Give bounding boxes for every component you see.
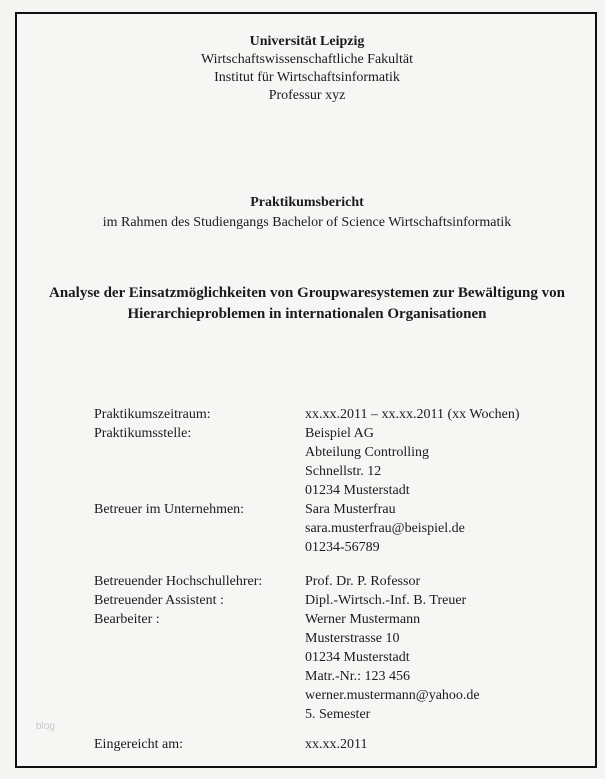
detail-label bbox=[94, 519, 305, 538]
detail-row bbox=[94, 629, 564, 648]
detail-value: Dipl.-Wirtsch.-Inf. B. Treuer bbox=[305, 593, 467, 608]
watermark: blog bbox=[36, 721, 55, 732]
detail-label bbox=[94, 667, 305, 686]
institute-name: Institut für Wirtschaftsinformatik bbox=[214, 70, 400, 85]
detail-value: Werner Mustermann bbox=[305, 612, 421, 627]
detail-label bbox=[94, 629, 305, 648]
detail-label bbox=[94, 481, 305, 500]
detail-row bbox=[94, 500, 564, 519]
detail-value: xx.xx.2011 bbox=[305, 737, 368, 752]
detail-row bbox=[94, 424, 564, 443]
internship-details-group bbox=[94, 405, 564, 557]
detail-value: Musterstrasse 10 bbox=[305, 631, 400, 646]
detail-row bbox=[94, 481, 564, 500]
detail-value: Abteilung Controlling bbox=[305, 445, 430, 460]
detail-row bbox=[94, 686, 564, 705]
detail-value: 5. Semester bbox=[305, 707, 371, 722]
detail-label: Eingereicht am: bbox=[94, 737, 184, 752]
detail-row bbox=[94, 591, 564, 610]
detail-row bbox=[94, 735, 564, 754]
detail-label bbox=[94, 705, 305, 724]
detail-value: 01234 Musterstadt bbox=[305, 650, 410, 665]
study-program: im Rahmen des Studiengangs Bachelor of Science Wirtschaftsinformatik bbox=[102, 215, 512, 230]
detail-label bbox=[94, 443, 305, 462]
detail-value: xx.xx.2011 – xx.xx.2011 (xx Wochen) bbox=[305, 407, 520, 422]
detail-row bbox=[94, 462, 564, 481]
detail-row bbox=[94, 667, 564, 686]
report-title-line2: Hierarchieproblemen in internationalen Organisationen bbox=[127, 306, 487, 322]
detail-row bbox=[94, 538, 564, 557]
detail-row bbox=[94, 610, 564, 629]
detail-value: werner.mustermann@yahoo.de bbox=[305, 688, 480, 703]
detail-label bbox=[94, 538, 305, 557]
details-section bbox=[94, 405, 564, 754]
university-name: Universität Leipzig bbox=[249, 34, 365, 49]
detail-label bbox=[94, 686, 305, 705]
faculty-name: Wirtschaftswissenschaftliche Fakultät bbox=[200, 52, 414, 67]
detail-value: 01234 Musterstadt bbox=[305, 483, 410, 498]
detail-label: Betreuender Hochschullehrer: bbox=[94, 574, 263, 589]
detail-value: sara.musterfrau@beispiel.de bbox=[305, 521, 465, 536]
chair-name: Professur xyz bbox=[268, 88, 346, 103]
submission-details-group bbox=[94, 735, 564, 754]
detail-label: Praktikumsstelle: bbox=[94, 426, 192, 441]
detail-label bbox=[94, 462, 305, 481]
detail-label bbox=[94, 648, 305, 667]
detail-label: Betreuer im Unternehmen: bbox=[94, 502, 245, 517]
detail-label: Bearbeiter : bbox=[94, 612, 160, 627]
detail-label: Betreuender Assistent : bbox=[94, 593, 224, 608]
detail-row bbox=[94, 519, 564, 538]
detail-value: Schnellstr. 12 bbox=[305, 464, 382, 479]
detail-row bbox=[94, 705, 564, 724]
report-type-block bbox=[17, 193, 597, 233]
report-title bbox=[17, 283, 597, 325]
detail-row bbox=[94, 572, 564, 591]
detail-value: Matr.-Nr.: 123 456 bbox=[305, 669, 410, 684]
detail-value: 01234-56789 bbox=[305, 540, 380, 555]
detail-value: Sara Musterfrau bbox=[305, 502, 396, 517]
detail-value: Beispiel AG bbox=[305, 426, 374, 441]
university-header bbox=[17, 33, 597, 105]
report-type: Praktikumsbericht bbox=[250, 195, 364, 210]
detail-label: Praktikumszeitraum: bbox=[94, 407, 211, 422]
detail-value: Prof. Dr. P. Rofessor bbox=[305, 574, 421, 589]
supervisor-details-group bbox=[94, 572, 564, 724]
detail-row bbox=[94, 443, 564, 462]
report-title-line1: Analyse der Einsatzmöglichkeiten von Groupwaresystemen zur Bewältigung von bbox=[49, 285, 565, 301]
detail-row bbox=[94, 648, 564, 667]
detail-row bbox=[94, 405, 564, 424]
